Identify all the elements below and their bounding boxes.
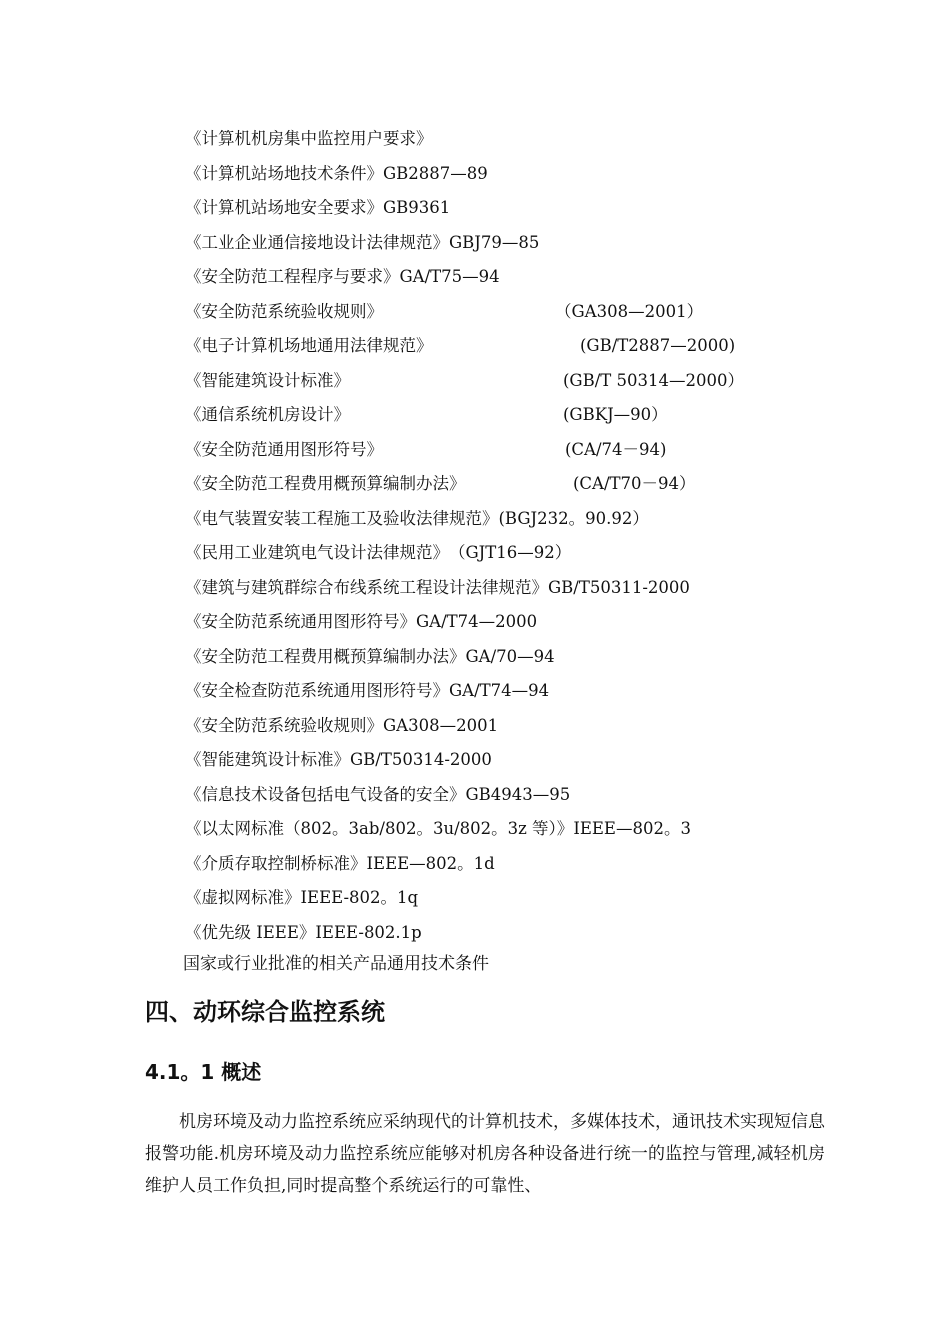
standard-item: 《安全防范工程程序与要求》GA/T75—94 (185, 267, 500, 286)
standard-item: 《电子计算机场地通用法律规范》 (GB/T2887—2000) (185, 336, 736, 355)
standard-item: 《安全防范系统通用图形符号》GA/T74—2000 (185, 612, 538, 631)
standard-item: 《安全防范工程费用概预算编制办法》 (CA/T70－94） (185, 474, 696, 493)
standard-item: 《安全防范系统验收规则》 （GA308—2001） (185, 301, 704, 321)
section-heading: 四、动环综合监控系统 (145, 998, 385, 1026)
standard-item: 《智能建筑设计标准》 (GB/T 50314—2000） (185, 370, 745, 390)
standard-item: 《工业企业通信接地设计法律规范》GBJ79—85 (185, 232, 540, 252)
standard-item: 《智能建筑设计标准》GB/T50314-2000 (185, 750, 492, 769)
standard-item: 《电气装置安装工程施工及验收法律规范》(BGJ232。90.92） (185, 508, 649, 528)
standard-item: 《安全防范系统验收规则》GA308—2001 (185, 715, 499, 735)
subsection-heading: 4.1。1 概述 (145, 1060, 262, 1084)
body-paragraph: 机房环境及动力监控系统应采纳现代的计算机技术，多媒体技术，通讯技术实现短信息报警功能.机房环境及动力监控系统应能够对机房各种设备进行统一的监控与管理,减轻机房维护人员工作负担,同时提高整个系统运行的可靠性、 (145, 1112, 825, 1196)
standard-item: 《虚拟网标准》IEEE-802。1q (185, 888, 419, 907)
standard-item: 《优先级 IEEE》IEEE-802.1p (185, 922, 422, 942)
standards-list (185, 122, 885, 950)
standard-item: 《计算机机房集中监控用户要求》 (185, 129, 433, 148)
standard-item: 《民用工业建筑电气设计法律规范》（GJT16—92） (185, 543, 572, 562)
standard-item: 《计算机站场地安全要求》GB9361 (185, 198, 451, 217)
standard-item: 《以太网标准（802。3ab/802。3u/802。3z 等）》IEEE—802。3 (185, 819, 691, 838)
closing-line: 国家或行业批准的相关产品通用技术条件 (183, 954, 489, 974)
standard-item: 《通信系统机房设计》 (GBKJ—90） (185, 405, 668, 424)
standard-item: 《计算机站场地技术条件》GB2887—89 (185, 163, 488, 183)
standard-item: 《安全检查防范系统通用图形符号》GA/T74—94 (185, 681, 550, 700)
standard-item: 《安全防范工程费用概预算编制办法》GA/70—94 (185, 646, 555, 666)
standard-item: 《安全防范通用图形符号》 (CA/74－94) (185, 439, 667, 459)
standard-item: 《介质存取控制桥标准》IEEE—802。1d (185, 853, 495, 873)
standard-item: 《建筑与建筑群综合布线系统工程设计法律规范》GB/T50311-2000 (185, 577, 690, 597)
standard-item: 《信息技术设备包括电气设备的安全》GB4943—95 (185, 784, 571, 804)
